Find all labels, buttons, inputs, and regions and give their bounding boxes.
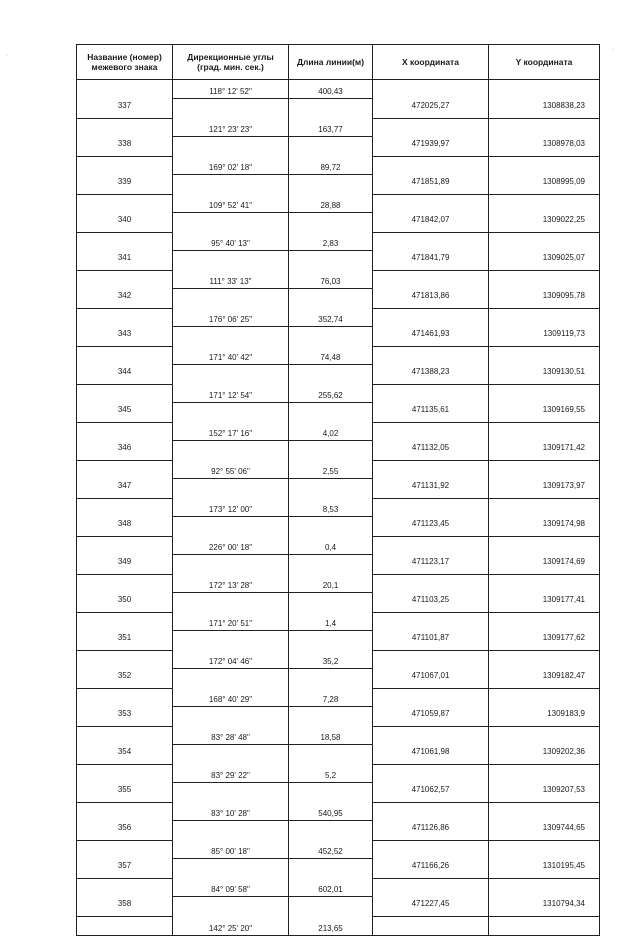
direction-angle-cell	[173, 213, 289, 233]
x-coordinate-cell	[373, 308, 489, 327]
header-direction-angle: Дирекционные углы (град. мин. сек.)	[173, 45, 289, 80]
mark-name-cell: 356	[77, 821, 173, 841]
line-length-cell: 0,4	[289, 536, 373, 555]
mark-name-cell: 347	[77, 479, 173, 499]
table-row-mark	[77, 99, 600, 119]
line-length-cell: 352,74	[289, 308, 373, 327]
line-length-cell: 76,03	[289, 270, 373, 289]
direction-angle-cell: 111° 33' 13"	[173, 270, 289, 289]
mark-name-cell: 342	[77, 289, 173, 309]
mark-name-cell: 345	[77, 403, 173, 423]
y-coordinate-cell	[489, 194, 600, 213]
y-coordinate-cell: 1309169,55	[489, 403, 600, 423]
line-length-cell: 20,1	[289, 574, 373, 593]
line-length-cell: 213,65	[289, 916, 373, 935]
x-coordinate-cell: 471388,23	[373, 365, 489, 385]
line-length-cell: 255,62	[289, 384, 373, 403]
table-row-mark	[77, 707, 600, 727]
direction-angle-cell	[173, 555, 289, 575]
table-row-mark	[77, 137, 600, 157]
table-row-mark	[77, 593, 600, 613]
x-coordinate-cell	[373, 384, 489, 403]
line-length-cell	[289, 365, 373, 385]
line-length-cell	[289, 99, 373, 119]
direction-angle-cell	[173, 631, 289, 651]
direction-angle-cell	[173, 593, 289, 613]
x-coordinate-cell	[373, 118, 489, 137]
survey-document	[76, 44, 599, 936]
mark-name-cell	[77, 726, 173, 745]
direction-angle-cell	[173, 365, 289, 385]
x-coordinate-cell	[373, 612, 489, 631]
x-coordinate-cell	[373, 346, 489, 365]
mark-name-cell	[77, 878, 173, 897]
table-row-mark	[77, 403, 600, 423]
mark-name-cell: 341	[77, 251, 173, 271]
y-coordinate-cell: 1309177,62	[489, 631, 600, 651]
mark-name-cell	[77, 232, 173, 251]
mark-name-cell	[77, 840, 173, 859]
direction-angle-cell	[173, 251, 289, 271]
table-row-mark	[77, 327, 600, 347]
direction-angle-cell	[173, 441, 289, 461]
direction-angle-cell	[173, 479, 289, 499]
line-length-cell	[289, 517, 373, 537]
direction-angle-cell: 176° 06' 25"	[173, 308, 289, 327]
line-length-cell: 4,02	[289, 422, 373, 441]
line-length-cell	[289, 745, 373, 765]
table-row-mark	[77, 631, 600, 651]
direction-angle-cell: 172° 13' 28"	[173, 574, 289, 593]
y-coordinate-cell	[489, 384, 600, 403]
x-coordinate-cell	[373, 536, 489, 555]
line-length-cell	[289, 479, 373, 499]
header-line-length: Длина линии(м)	[289, 45, 373, 80]
mark-name-cell	[77, 612, 173, 631]
y-coordinate-cell	[489, 840, 600, 859]
y-coordinate-cell: 1309171,42	[489, 441, 600, 461]
line-length-cell: 163,77	[289, 118, 373, 137]
y-coordinate-cell: 1309183,9	[489, 707, 600, 727]
x-coordinate-cell	[373, 498, 489, 517]
table-row-segment	[77, 764, 600, 783]
x-coordinate-cell	[373, 878, 489, 897]
table-row-segment	[77, 878, 600, 897]
table-row-mark	[77, 555, 600, 575]
y-coordinate-cell: 1309177,41	[489, 593, 600, 613]
mark-name-cell: 343	[77, 327, 173, 347]
y-coordinate-cell	[489, 118, 600, 137]
line-length-cell: 18,58	[289, 726, 373, 745]
x-coordinate-cell: 471842,07	[373, 213, 489, 233]
line-length-cell	[289, 289, 373, 309]
line-length-cell	[289, 707, 373, 727]
table-row-segment	[77, 916, 600, 935]
table-row-segment	[77, 536, 600, 555]
mark-name-cell	[77, 346, 173, 365]
line-length-cell	[289, 251, 373, 271]
y-coordinate-cell	[489, 878, 600, 897]
table-row-segment	[77, 612, 600, 631]
mark-name-cell	[77, 536, 173, 555]
y-coordinate-cell	[489, 536, 600, 555]
table-row-segment	[77, 384, 600, 403]
mark-name-cell: 355	[77, 783, 173, 803]
line-length-cell: 74,48	[289, 346, 373, 365]
mark-name-cell: 340	[77, 213, 173, 233]
x-coordinate-cell: 472025,27	[373, 99, 489, 119]
y-coordinate-cell	[489, 764, 600, 783]
y-coordinate-cell	[489, 498, 600, 517]
line-length-cell: 28,88	[289, 194, 373, 213]
header-mark-name: Название (номер) межевого знака	[77, 45, 173, 80]
scan-speck: ·	[612, 46, 615, 53]
y-coordinate-cell: 1309202,36	[489, 745, 600, 765]
line-length-cell	[289, 175, 373, 195]
x-coordinate-cell	[373, 232, 489, 251]
x-coordinate-cell: 471059,87	[373, 707, 489, 727]
x-coordinate-cell: 471062,57	[373, 783, 489, 803]
line-length-cell	[289, 631, 373, 651]
line-length-cell: 1,4	[289, 612, 373, 631]
y-coordinate-cell	[489, 308, 600, 327]
direction-angle-cell	[173, 859, 289, 879]
mark-name-cell	[77, 194, 173, 213]
direction-angle-cell	[173, 821, 289, 841]
mark-name-cell	[77, 80, 173, 99]
line-length-cell	[289, 213, 373, 233]
y-coordinate-cell	[489, 916, 600, 935]
direction-angle-cell: 121° 23' 23"	[173, 118, 289, 137]
table-row-segment	[77, 270, 600, 289]
table-row-segment	[77, 118, 600, 137]
y-coordinate-cell: 1309119,73	[489, 327, 600, 347]
x-coordinate-cell: 471103,25	[373, 593, 489, 613]
y-coordinate-cell: 1308838,23	[489, 99, 600, 119]
mark-name-cell	[77, 916, 173, 935]
table-row-segment	[77, 726, 600, 745]
direction-angle-cell	[173, 517, 289, 537]
direction-angle-cell	[173, 99, 289, 119]
table-row-mark	[77, 175, 600, 195]
line-length-cell: 89,72	[289, 156, 373, 175]
direction-angle-cell	[173, 897, 289, 917]
line-length-cell: 400,43	[289, 80, 373, 99]
mark-name-cell	[77, 460, 173, 479]
mark-name-cell: 337	[77, 99, 173, 119]
table-row-segment	[77, 802, 600, 821]
mark-name-cell: 338	[77, 137, 173, 157]
direction-angle-cell	[173, 745, 289, 765]
y-coordinate-cell: 1310195,45	[489, 859, 600, 879]
x-coordinate-cell: 471461,93	[373, 327, 489, 347]
x-coordinate-cell: 471067,01	[373, 669, 489, 689]
mark-name-cell	[77, 118, 173, 137]
table-row-segment	[77, 346, 600, 365]
direction-angle-cell: 95° 40' 13"	[173, 232, 289, 251]
mark-name-cell: 350	[77, 593, 173, 613]
direction-angle-cell	[173, 669, 289, 689]
direction-angle-cell: 171° 20' 51"	[173, 612, 289, 631]
y-coordinate-cell: 1309025,07	[489, 251, 600, 271]
x-coordinate-cell: 471166,26	[373, 859, 489, 879]
scan-speck: ·	[6, 52, 9, 59]
direction-angle-cell	[173, 175, 289, 195]
x-coordinate-cell: 471135,61	[373, 403, 489, 423]
table-row-segment	[77, 80, 600, 99]
boundary-marks-table	[76, 44, 600, 936]
mark-name-cell	[77, 422, 173, 441]
table-row-segment	[77, 498, 600, 517]
table-row-mark	[77, 745, 600, 765]
y-coordinate-cell: 1309744,65	[489, 821, 600, 841]
mark-name-cell: 351	[77, 631, 173, 651]
line-length-cell	[289, 593, 373, 613]
mark-name-cell	[77, 764, 173, 783]
table-row-segment	[77, 422, 600, 441]
y-coordinate-cell: 1309174,98	[489, 517, 600, 537]
table-row-mark	[77, 821, 600, 841]
x-coordinate-cell: 471123,45	[373, 517, 489, 537]
line-length-cell	[289, 137, 373, 157]
x-coordinate-cell	[373, 688, 489, 707]
line-length-cell: 7,28	[289, 688, 373, 707]
line-length-cell	[289, 403, 373, 423]
table-row-segment	[77, 308, 600, 327]
table-row-mark	[77, 859, 600, 879]
line-length-cell	[289, 441, 373, 461]
direction-angle-cell: 109° 52' 41"	[173, 194, 289, 213]
table-row-segment	[77, 460, 600, 479]
table-row-mark	[77, 251, 600, 271]
x-coordinate-cell: 471126,86	[373, 821, 489, 841]
y-coordinate-cell	[489, 688, 600, 707]
table-row-segment	[77, 840, 600, 859]
table-row-segment	[77, 232, 600, 251]
table-header-row	[77, 45, 600, 80]
header-x-coordinate: X координата	[373, 45, 489, 80]
direction-angle-cell: 83° 10' 28"	[173, 802, 289, 821]
y-coordinate-cell	[489, 346, 600, 365]
x-coordinate-cell	[373, 802, 489, 821]
x-coordinate-cell: 471813,86	[373, 289, 489, 309]
y-coordinate-cell: 1309022,25	[489, 213, 600, 233]
x-coordinate-cell: 471227,45	[373, 897, 489, 917]
y-coordinate-cell	[489, 232, 600, 251]
x-coordinate-cell	[373, 460, 489, 479]
mark-name-cell: 354	[77, 745, 173, 765]
x-coordinate-cell: 471101,87	[373, 631, 489, 651]
table-row-segment	[77, 574, 600, 593]
y-coordinate-cell: 1309174,69	[489, 555, 600, 575]
direction-angle-cell	[173, 707, 289, 727]
x-coordinate-cell: 471841,79	[373, 251, 489, 271]
line-length-cell: 2,55	[289, 460, 373, 479]
mark-name-cell	[77, 156, 173, 175]
header-y-coordinate: Y координата	[489, 45, 600, 80]
x-coordinate-cell	[373, 156, 489, 175]
direction-angle-cell: 84° 09' 58"	[173, 878, 289, 897]
y-coordinate-cell: 1309182,47	[489, 669, 600, 689]
y-coordinate-cell: 1309173,97	[489, 479, 600, 499]
y-coordinate-cell	[489, 574, 600, 593]
direction-angle-cell: 172° 04' 46"	[173, 650, 289, 669]
table-row-mark	[77, 669, 600, 689]
line-length-cell: 602,01	[289, 878, 373, 897]
mark-name-cell: 349	[77, 555, 173, 575]
table-row-mark	[77, 479, 600, 499]
x-coordinate-cell: 471123,17	[373, 555, 489, 575]
mark-name-cell	[77, 270, 173, 289]
y-coordinate-cell: 1308978,03	[489, 137, 600, 157]
y-coordinate-cell	[489, 460, 600, 479]
x-coordinate-cell	[373, 574, 489, 593]
line-length-cell	[289, 327, 373, 347]
x-coordinate-cell: 471132,05	[373, 441, 489, 461]
direction-angle-cell	[173, 403, 289, 423]
line-length-cell: 5,2	[289, 764, 373, 783]
x-coordinate-cell: 471851,89	[373, 175, 489, 195]
x-coordinate-cell: 471061,98	[373, 745, 489, 765]
mark-name-cell	[77, 650, 173, 669]
mark-name-cell: 357	[77, 859, 173, 879]
line-length-cell	[289, 859, 373, 879]
y-coordinate-cell	[489, 80, 600, 99]
y-coordinate-cell	[489, 650, 600, 669]
table-body	[77, 80, 600, 936]
line-length-cell	[289, 669, 373, 689]
table-row-mark	[77, 441, 600, 461]
x-coordinate-cell	[373, 422, 489, 441]
y-coordinate-cell	[489, 422, 600, 441]
line-length-cell: 35,2	[289, 650, 373, 669]
x-coordinate-cell	[373, 270, 489, 289]
mark-name-cell	[77, 688, 173, 707]
mark-name-cell: 352	[77, 669, 173, 689]
direction-angle-cell: 169° 02' 18"	[173, 156, 289, 175]
table-row-segment	[77, 194, 600, 213]
y-coordinate-cell	[489, 726, 600, 745]
x-coordinate-cell	[373, 80, 489, 99]
mark-name-cell: 353	[77, 707, 173, 727]
direction-angle-cell: 142° 25' 20"	[173, 916, 289, 935]
direction-angle-cell: 171° 40' 42"	[173, 346, 289, 365]
mark-name-cell: 348	[77, 517, 173, 537]
direction-angle-cell	[173, 289, 289, 309]
line-length-cell	[289, 555, 373, 575]
direction-angle-cell: 92° 55' 06"	[173, 460, 289, 479]
line-length-cell	[289, 821, 373, 841]
line-length-cell: 540,95	[289, 802, 373, 821]
direction-angle-cell: 85° 00' 18"	[173, 840, 289, 859]
table-row-mark	[77, 365, 600, 385]
mark-name-cell: 358	[77, 897, 173, 917]
table-row-mark	[77, 897, 600, 917]
y-coordinate-cell: 1309130,51	[489, 365, 600, 385]
direction-angle-cell	[173, 783, 289, 803]
x-coordinate-cell	[373, 650, 489, 669]
line-length-cell	[289, 897, 373, 917]
y-coordinate-cell: 1308995,09	[489, 175, 600, 195]
table-row-mark	[77, 517, 600, 537]
direction-angle-cell: 173° 12' 00"	[173, 498, 289, 517]
y-coordinate-cell: 1309095,78	[489, 289, 600, 309]
table-row-segment	[77, 156, 600, 175]
line-length-cell: 452,52	[289, 840, 373, 859]
mark-name-cell	[77, 498, 173, 517]
table-row-segment	[77, 650, 600, 669]
line-length-cell: 2,83	[289, 232, 373, 251]
table-row-mark	[77, 783, 600, 803]
x-coordinate-cell	[373, 764, 489, 783]
direction-angle-cell	[173, 137, 289, 157]
table-row-mark	[77, 213, 600, 233]
x-coordinate-cell	[373, 916, 489, 935]
mark-name-cell: 339	[77, 175, 173, 195]
y-coordinate-cell	[489, 612, 600, 631]
mark-name-cell	[77, 802, 173, 821]
direction-angle-cell	[173, 327, 289, 347]
y-coordinate-cell	[489, 270, 600, 289]
mark-name-cell	[77, 574, 173, 593]
y-coordinate-cell	[489, 802, 600, 821]
direction-angle-cell: 171° 12' 54"	[173, 384, 289, 403]
x-coordinate-cell	[373, 840, 489, 859]
line-length-cell: 8,53	[289, 498, 373, 517]
direction-angle-cell: 226° 00' 18"	[173, 536, 289, 555]
y-coordinate-cell: 1310794,34	[489, 897, 600, 917]
mark-name-cell: 346	[77, 441, 173, 461]
direction-angle-cell: 83° 29' 22"	[173, 764, 289, 783]
y-coordinate-cell	[489, 156, 600, 175]
y-coordinate-cell: 1309207,53	[489, 783, 600, 803]
direction-angle-cell: 83° 28' 48"	[173, 726, 289, 745]
direction-angle-cell: 168° 40' 29"	[173, 688, 289, 707]
mark-name-cell	[77, 308, 173, 327]
mark-name-cell: 344	[77, 365, 173, 385]
x-coordinate-cell	[373, 726, 489, 745]
direction-angle-cell: 152° 17' 16"	[173, 422, 289, 441]
table-row-mark	[77, 289, 600, 309]
x-coordinate-cell: 471131,92	[373, 479, 489, 499]
table-row-segment	[77, 688, 600, 707]
x-coordinate-cell	[373, 194, 489, 213]
direction-angle-cell: 118° 12' 52"	[173, 80, 289, 99]
mark-name-cell	[77, 384, 173, 403]
x-coordinate-cell: 471939,97	[373, 137, 489, 157]
line-length-cell	[289, 783, 373, 803]
